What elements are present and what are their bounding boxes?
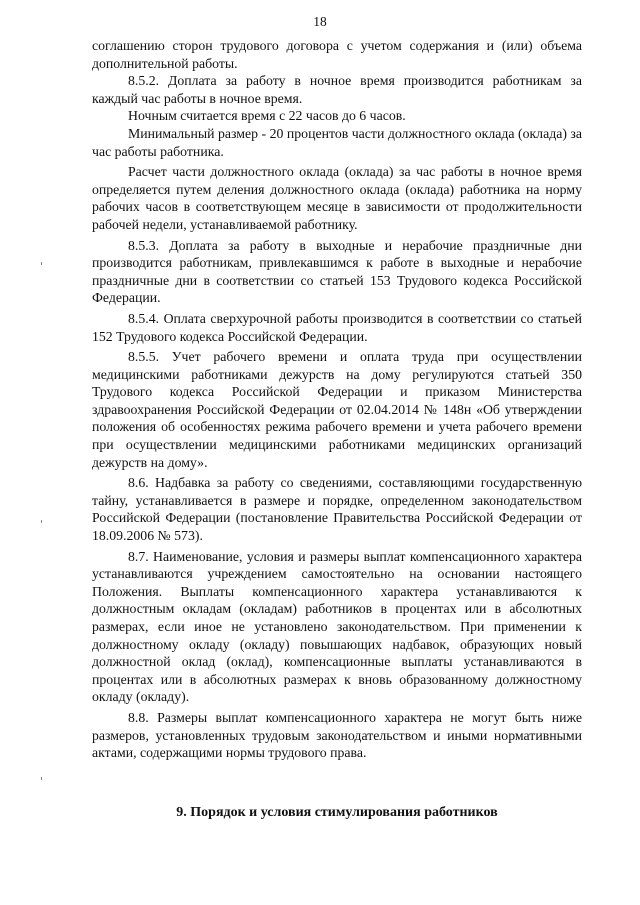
paragraph: 8.5.5. Учет рабочего времени и оплата труда при осуществлении медицинскими работниками дежурств на дому регулируются статьей 350 Трудового кодекса Российской Федерации и приказом Министерства здравоохранения Российской Федерации от 02.04.2014 № 148н «Об утверждении положения об особенностях режима рабочего времени и учета рабочего времени при осуществлении медицинскими работниками медицинских организаций дежурств на дому». [92, 349, 582, 470]
margin-mark [41, 262, 42, 265]
paragraph: 8.8. Размеры выплат компенсационного характера не могут быть ниже размеров, установленных трудовым законодательством и иными нормативными актами, содержащими нормы трудового права. [92, 709, 582, 761]
paragraph: Минимальный размер - 20 процентов части должностного оклада (оклада) за час работы работника. [92, 125, 582, 159]
margin-mark [41, 777, 42, 780]
paragraph: соглашению сторон трудового договора с учетом содержания и (или) объема дополнительной работы. [92, 38, 582, 71]
document-body [92, 37, 582, 762]
paragraph: Ночным считается время с 22 часов до 6 часов. [128, 108, 406, 124]
paragraph: 8.5.3. Доплата за работу в выходные и нерабочие праздничные дни производится работникам, привлекавшимся к работе в выходные и нерабочие праздничные дни в соответствии со статьей 153 Трудового кодекса Российской Федерации. [92, 237, 582, 306]
paragraph: 8.6. Надбавка за работу со сведениями, составляющими государственную тайну, устанавливается в размере и порядке, определенном законодательством Российской Федерации (постановление Правительства Российской Федерации от 18.09.2006 № 573). [92, 475, 582, 544]
page-number: 18 [313, 14, 327, 29]
paragraph: 8.7. Наименование, условия и размеры выплат компенсационного характера устанавливаются учреждением самостоятельно на основании настоящего Положения. Выплаты компенсационного характера устанавливаются к должностным окладам (окладам) работников в процентах или в абсолютных размерах, если иное не установлено законодательством. При применении к должностному окладу (окладу) повышающих надбавок, образующих новый должностной оклад (оклад), компенсационные выплаты устанавливаются в процентах или в абсолютных размерах к вновь образованному должностному окладу (окладу). [92, 548, 582, 705]
section-heading: 9. Порядок и условия стимулирования работников [176, 805, 498, 820]
paragraph: 8.5.2. Доплата за работу в ночное время производится работникам за каждый час работы в ночное время. [92, 73, 582, 106]
paragraph: Расчет части должностного оклада (оклада) за час работы в ночное время определяется путем деления должностного оклада (оклада) работника на норму рабочих часов в соответствующем месяце в зависимости от продолжительности рабочей недели, устанавливаемой работнику. [92, 164, 582, 232]
paragraph: 8.5.4. Оплата сверхурочной работы производится в соответствии со статьей 152 Трудового кодекса Российской Федерации. [92, 310, 582, 344]
margin-mark [41, 520, 42, 523]
